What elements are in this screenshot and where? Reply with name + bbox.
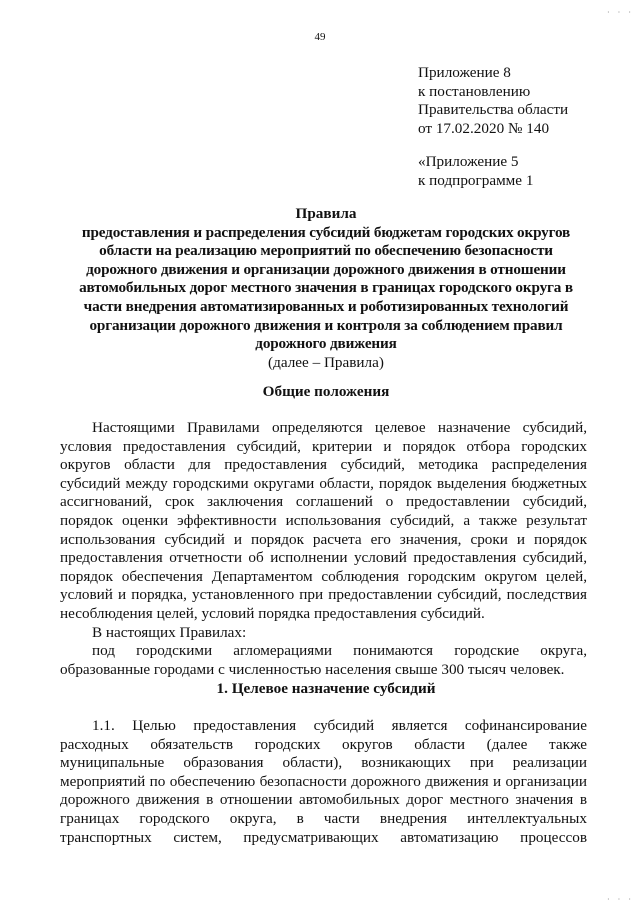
title-line: автомобильных дорог местного значения в границах городского округа в bbox=[79, 279, 573, 297]
paragraph-line: округов области для предоставления субсидий, методика распределения bbox=[60, 456, 587, 474]
paragraph-line: муниципальные образования области), возникающих при реализации bbox=[60, 754, 587, 772]
paragraph-line: использования субсидий и порядок расчета его значения, сроки и порядок bbox=[60, 530, 587, 548]
paragraph-line: расходных обязательств городских округов области (далее также bbox=[60, 735, 587, 753]
title-line: области на реализацию мероприятий по обеспечению безопасности bbox=[99, 242, 553, 260]
paragraph-line: субсидий между городскими округами области, порядок выделения бюджетных bbox=[60, 474, 587, 492]
annex-header bbox=[418, 64, 568, 138]
paragraph-line: ассигнований, срок заключения соглашений о предоставлении субсидий, bbox=[60, 493, 587, 511]
paragraph-line: порядок обеспечения Департаментом соблюдения городским округом целей, bbox=[60, 567, 587, 585]
annex-line: Правительства области bbox=[418, 101, 569, 119]
corner-mark-bottom: · · · bbox=[607, 895, 634, 904]
paragraph-line: порядок оценки эффективности использования субсидий, а также результат bbox=[60, 511, 587, 529]
title-line: предоставления и распределения субсидий бюджетам городских округов bbox=[81, 223, 571, 241]
paragraph-line: границах городского округа, в части внедрения интеллектуальных bbox=[60, 809, 587, 827]
annex-line: Приложение 8 bbox=[418, 64, 511, 81]
paragraph-line: мероприятий по обеспечению безопасности дорожного движения и организации bbox=[60, 772, 587, 790]
document-title bbox=[64, 205, 588, 372]
paragraph-line: условий и порядка, установленного при предоставлении субсидий, последствия bbox=[60, 586, 587, 604]
title-line: дорожного движения и организации дорожного движения в отношении bbox=[86, 260, 566, 278]
annex-sub-line: «Приложение 5 bbox=[418, 153, 519, 170]
paragraph-line: предоставления отчетности об исполнении условий предоставления субсидий, bbox=[60, 549, 587, 567]
corner-mark-top: · · · bbox=[607, 8, 634, 17]
title-line: дорожного движения bbox=[255, 335, 397, 353]
paragraph-line: транспортных систем, предусматривающих автоматизацию процессов bbox=[60, 828, 587, 846]
title-word: Правила bbox=[295, 205, 357, 222]
section-heading-purpose: 1. Целевое назначение субсидий bbox=[216, 680, 436, 697]
rules-intro: В настоящих Правилах: bbox=[92, 623, 247, 641]
title-note: (далее – Правила) bbox=[268, 353, 384, 371]
general-provisions-body bbox=[60, 419, 587, 679]
paragraph-line: 1.1. Целью предоставления субсидий является софинансирование bbox=[92, 717, 587, 734]
annex-line: от 17.02.2020 № 140 bbox=[418, 119, 550, 137]
paragraph-line: дорожного движения в отношении автомобильных дорог местного значения в bbox=[60, 791, 587, 809]
section-heading-general: Общие положения bbox=[262, 383, 390, 400]
page-number: 49 bbox=[314, 31, 326, 43]
paragraph-line: несоблюдения целей, условий порядка предоставления субсидий. bbox=[60, 604, 485, 622]
agglomeration-definition-line: под городскими агломерациями понимаются городские округа, bbox=[92, 642, 587, 660]
paragraph-line: Настоящими Правилами определяются целевое назначение субсидий, bbox=[92, 419, 587, 436]
annex-sub-header bbox=[418, 153, 533, 190]
annex-sub-line: к подпрограмме 1 bbox=[418, 171, 534, 189]
title-line: части внедрения автоматизированных и роботизированных технологий bbox=[83, 297, 569, 315]
paragraph-line: условия предоставления субсидий, критерии и порядок отбора городских bbox=[60, 437, 587, 455]
title-line: организации дорожного движения и контроля за соблюдением правил bbox=[89, 316, 563, 334]
annex-line: к постановлению bbox=[418, 82, 531, 100]
agglomeration-definition-line: образованные городами с численностью населения свыше 300 тысяч человек. bbox=[60, 660, 565, 678]
purpose-body bbox=[60, 717, 587, 847]
